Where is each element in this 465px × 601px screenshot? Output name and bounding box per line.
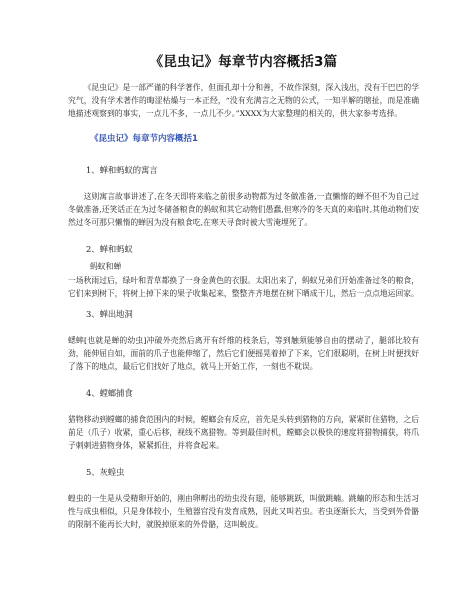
section-text: 一场秋雨过后，绿叶和青草都换了一身金黄色的衣服。太阳出来了，蚂蚁兄弟们开始准备过冬的粮食，它们来到树下，将树上掉下来的果子收集起来，整整齐齐地摆在树下晒成干儿，然后一点点地运回家。 — [68, 276, 419, 298]
section-subheading: 蚂蚁和蝉 — [90, 262, 122, 271]
section-text: 猎物移动到螳螂的捕食范围内的时候，螳螂会有反应，首先是头转到猎物的方向，紧紧盯住猎物，之后前足（爪子）收紧，重心后移，视线不离猎物。等到最佳时机，螳螂会以极快的速度将猎物捕获，将爪子刺刺进猎物身体，紧紧抓住，并将食起来。 — [68, 415, 419, 450]
chapter-subtitle: 《昆虫记》每章节内容概括1 — [90, 134, 198, 144]
section-heading: 3、蝉出地洞 — [86, 309, 133, 319]
section-2 — [68, 243, 419, 300]
section-4 — [68, 387, 419, 452]
section-heading: 5、灰蝗虫 — [86, 467, 125, 477]
section-1 — [68, 164, 419, 229]
intro-paragraph: 《昆虫记》是一部严谨的科学著作，但面孔却十分和善，不故作深刻，深入浅出，没有干巴巴的学究气，没有学术著作的晦涩枯燥与一本正经，“没有充满言之无物的公式，一知半解的瞎扯，而是准确地描述观察到的事实，一点儿不多，一点儿不少。”XXXX为大家整理的相关的，供大家参考选择。 — [68, 83, 419, 118]
section-text: 蟋蟀[也就是蝉的幼虫]冲破外壳然后离开有纤维的枝条后，等到触须能够自由的摆动了，腿部比较有劲，能伸屈自如，面前的爪子也能伸缩了，然后它们便摇晃着掉了下来，它们很聪明，在树上时便找好了落下的地点，最后它们找好了地点，就马上开始工作，一刻也不耽误。 — [68, 336, 419, 371]
section-text: 蝗虫的一生是从受精卵开始的，刚由卵孵出的幼虫没有翅，能够跳跃，叫做跳蝻。跳蝻的形态和生活习性与成虫相似，只是身体较小，生殖器官没有发育成熟，因此又叫若虫。若虫逐渐长大，当受到外骨骼的限制不能再长大时，就脱掉原来的外骨骼，这叫蜕皮。 — [68, 494, 419, 529]
document-title: 《昆虫记》每章节内容概括3篇 — [149, 54, 338, 70]
section-3 — [68, 308, 419, 373]
section-text: 这则寓言故事讲述了,在冬天即将来临之前很多动物都为过冬做准备,一直懒惰的蝉不但不为自己过冬做准备,还笑话正在为过冬储备粮食的蚂蚁和其它动物们愚蠢,但寒冷的冬天真的来临时,其他动物们安然过冬可那只懒惰的蝉因为没有粮食吃,在寒天寻食时被大雪淹埋死了。 — [68, 192, 419, 227]
section-heading: 2、蝉和蚂蚁 — [86, 244, 133, 254]
section-heading: 4、螳螂捕食 — [86, 388, 133, 398]
section-5 — [68, 466, 419, 531]
section-heading: 1、蝉和蚂蚁的寓言 — [86, 165, 158, 175]
